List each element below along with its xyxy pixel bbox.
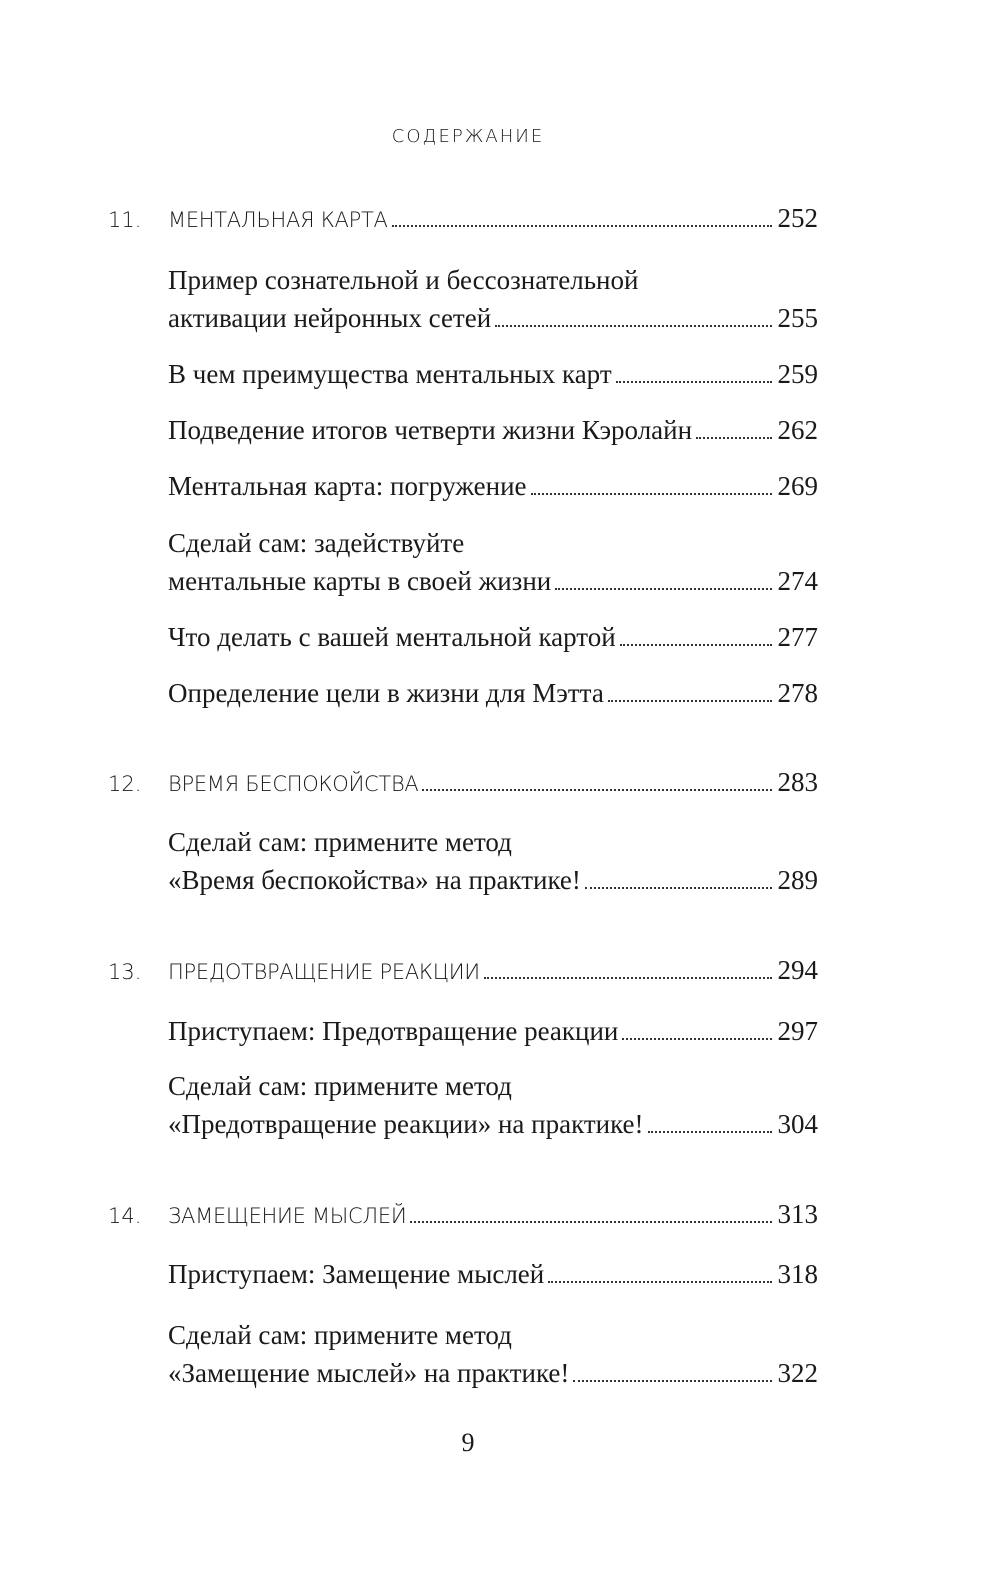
toc-section <box>168 858 818 896</box>
toc-section <box>168 408 818 446</box>
section-title: Приступаем: Замещение мыслей <box>168 1259 545 1289</box>
page-number: 274 <box>777 566 818 596</box>
section-title: Ментальная карта: погружение <box>168 471 527 501</box>
leader-dots <box>622 1037 771 1040</box>
toc-chapter-13 <box>108 948 818 986</box>
toc-section <box>168 1009 818 1047</box>
toc-section <box>168 1252 818 1290</box>
section-title-line1: Сделай сам: примените метод <box>168 827 512 857</box>
page-number: 278 <box>777 678 818 708</box>
section-title: Что делать с вашей ментальной картой <box>168 622 616 652</box>
toc-section-line <box>168 1064 818 1102</box>
toc-section-line <box>168 258 818 296</box>
toc-section <box>168 671 818 709</box>
page-number: 269 <box>777 471 818 501</box>
chapter-number: 14. <box>108 1204 142 1228</box>
section-title: В чем преимущества ментальных карт <box>168 359 612 389</box>
leader-dots <box>573 1379 771 1382</box>
toc-section-line <box>168 820 818 858</box>
chapter-number: 12. <box>108 772 142 796</box>
leader-dots <box>531 492 772 495</box>
section-title-line1: Пример сознательной и бессознательной <box>168 265 639 295</box>
toc-section <box>168 464 818 502</box>
section-title: «Замещение мыслей» на практике! <box>168 1358 570 1388</box>
section-title-line1: Сделай сам: задействуйте <box>168 528 465 558</box>
leader-dots <box>608 699 772 702</box>
chapter-number: 13. <box>108 960 142 984</box>
toc-section <box>168 352 818 390</box>
leader-dots <box>555 587 771 590</box>
toc-section-line <box>168 1313 818 1351</box>
chapter-title: ПРЕДОТВРАЩЕНИЕ РЕАКЦИИ <box>168 960 480 984</box>
page-number: 262 <box>777 415 818 445</box>
toc-section <box>168 296 818 334</box>
running-head: СОДЕРЖАНИЕ <box>391 126 545 147</box>
section-title-line1: Сделай сам: примените метод <box>168 1320 512 1350</box>
page-folio: 9 <box>461 1428 475 1457</box>
page-number: 322 <box>777 1358 818 1388</box>
page-number: 277 <box>777 622 818 652</box>
toc-section <box>168 615 818 653</box>
leader-dots <box>696 436 771 439</box>
section-title: «Время беспокойства» на практике! <box>168 865 581 895</box>
page-number: 259 <box>777 359 818 389</box>
section-title: Определение цели в жизни для Мэтта <box>168 678 604 708</box>
chapter-title: МЕНТАЛЬНАЯ КАРТА <box>168 208 388 232</box>
page-number: 289 <box>777 865 818 895</box>
page-number: 313 <box>777 1199 818 1229</box>
chapter-title: ЗАМЕЩЕНИЕ МЫСЛЕЙ <box>168 1204 407 1228</box>
toc-section <box>168 1351 818 1389</box>
section-title: активации нейронных сетей <box>168 303 492 333</box>
leader-dots <box>410 1220 771 1223</box>
chapter-title: ВРЕМЯ БЕСПОКОЙСТВА <box>168 772 419 796</box>
page-number: 318 <box>777 1259 818 1289</box>
toc-chapter-11 <box>108 196 818 234</box>
leader-dots <box>422 788 771 791</box>
section-title-line1: Сделай сам: примените метод <box>168 1071 512 1101</box>
section-title: ментальные карты в своей жизни <box>168 566 552 596</box>
leader-dots <box>495 324 771 327</box>
leader-dots <box>648 1130 772 1133</box>
page-number: 304 <box>777 1109 818 1139</box>
leader-dots <box>484 976 772 979</box>
leader-dots <box>392 224 772 227</box>
page-number: 255 <box>777 303 818 333</box>
toc-section-line <box>168 521 818 559</box>
toc-chapter-14 <box>108 1192 818 1230</box>
leader-dots <box>620 643 772 646</box>
chapter-number: 11. <box>108 208 142 232</box>
leader-dots <box>616 380 772 383</box>
leader-dots <box>548 1280 771 1283</box>
page-number: 297 <box>777 1016 818 1046</box>
section-title: Приступаем: Предотвращение реакции <box>168 1016 619 1046</box>
toc-section <box>168 559 818 597</box>
section-title: «Предотвращение реакции» на практике! <box>168 1109 644 1139</box>
page-number: 252 <box>777 203 818 233</box>
section-title: Подведение итогов четверти жизни Кэролайн <box>168 415 693 445</box>
page-number: 283 <box>777 767 818 797</box>
toc-chapter-12 <box>108 760 818 798</box>
page-number: 294 <box>777 955 818 985</box>
toc-section <box>168 1102 818 1140</box>
leader-dots <box>585 886 772 889</box>
